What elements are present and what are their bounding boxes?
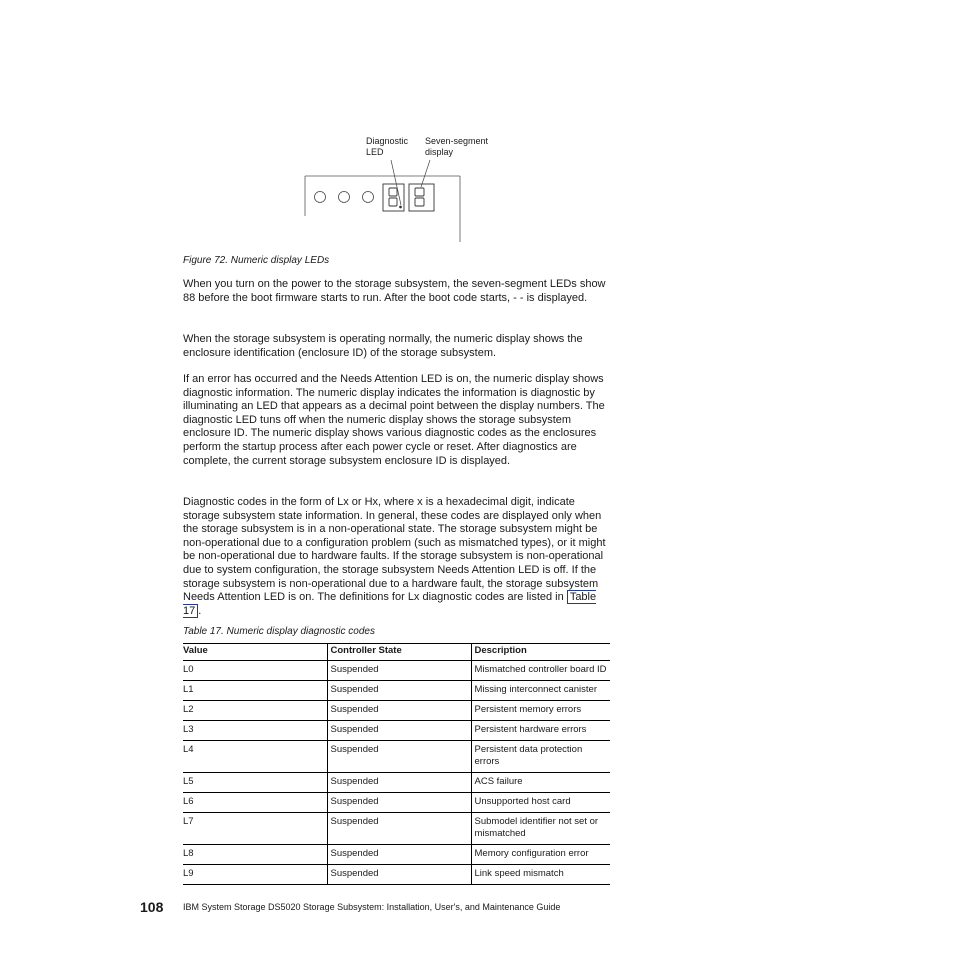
table-row — [183, 865, 610, 885]
cell-state: Suspended — [327, 773, 471, 793]
paragraph-error-state: If an error has occurred and the Needs Attention LED is on, the numeric display shows diagnostic information. The numeric display indicates the information is diagnostic by illuminating an LED that appears as a decimal point between the display numbers. The diagnostic LED tuns off when the numeric display shows the storage subsystem enclosure ID. The numeric display shows various diagnostic codes as the enclosures perform the startup process after each power cycle or reset. After diagnostics are complete, the current storage subsystem enclosure ID is displayed. — [183, 373, 605, 467]
led-circle-1 — [315, 192, 326, 203]
cell-value: L3 — [183, 721, 327, 741]
cell-description: Persistent hardware errors — [471, 721, 610, 741]
cell-state: Suspended — [327, 793, 471, 813]
paragraph-diagnostic-codes: Diagnostic codes in the form of Lx or Hx, where x is a hexadecimal digit, indicate storage subsystem state information. In general, these codes are displayed only when the storage subsystem is in a non-operational state. The storage subsystem might be non-operational due to a configuration problem (such as mismatched types), or it might be non-operational due to hardware faults. If the storage subsystem is non-operational due to system configuration, the storage subsystem Needs Attention LED is off. If the storage subsystem is non-operational due to a hardware fault, the storage subsystem Needs Attention LED is on. The definitions for Lx diagnostic codes are listed in Table 17 . — [183, 496, 606, 617]
seven-segment-callout — [421, 160, 430, 187]
table-row — [183, 701, 610, 721]
seven-segment-digit-2 — [409, 184, 434, 211]
cell-value: L6 — [183, 793, 327, 813]
cell-state: Suspended — [327, 741, 471, 773]
cell-description: Persistent memory errors — [471, 701, 610, 721]
cell-state: Suspended — [327, 701, 471, 721]
diagnostic-led-dot — [400, 206, 402, 208]
cell-description: Memory configuration error — [471, 845, 610, 865]
page-number: 108 — [140, 899, 164, 915]
cell-value: L9 — [183, 865, 327, 885]
column-header-value: Value — [183, 644, 327, 661]
cell-state: Suspended — [327, 661, 471, 681]
table-row — [183, 681, 610, 701]
column-header-description: Description — [471, 644, 610, 661]
cell-value: L5 — [183, 773, 327, 793]
cell-state: Suspended — [327, 813, 471, 845]
table-row — [183, 773, 610, 793]
cell-value: L4 — [183, 741, 327, 773]
numeric-display-figure — [0, 0, 954, 260]
cell-state: Suspended — [327, 865, 471, 885]
cell-value: L7 — [183, 813, 327, 845]
seven-segment-label: Seven-segment display — [425, 136, 489, 157]
column-header-controller-state: Controller State — [327, 644, 471, 661]
seven-segment-digit-1 — [383, 184, 404, 211]
cell-description: Link speed mismatch — [471, 865, 610, 885]
diagnostic-led-label: Diagnostic LED — [366, 136, 409, 157]
cell-value: L0 — [183, 661, 327, 681]
led-circle-3 — [363, 192, 374, 203]
figure-caption: Figure 72. Numeric display LEDs — [183, 255, 330, 266]
cell-value: L1 — [183, 681, 327, 701]
led-circle-2 — [339, 192, 350, 203]
cell-value: L2 — [183, 701, 327, 721]
cell-description: Unsupported host card — [471, 793, 610, 813]
table-row — [183, 813, 610, 845]
table-17-link[interactable]: Table 17 — [183, 591, 597, 617]
table-row — [183, 721, 610, 741]
paragraph-power-on: When you turn on the power to the storage subsystem, the seven-segment LEDs show 88 before the boot firmware starts to run. After the boot code starts, - - is displayed. — [183, 278, 606, 304]
table-header-row — [183, 644, 610, 661]
cell-description: Submodel identifier not set or mismatched — [471, 813, 610, 845]
cell-description: Missing interconnect canister — [471, 681, 610, 701]
table-row — [183, 845, 610, 865]
table-row — [183, 793, 610, 813]
paragraph-diagnostic-codes-text: Diagnostic codes in the form of Lx or Hx, where x is a hexadecimal digit, indicate storage subsystem state information. In general, these codes are displayed only when the storage subsystem is in a non-operational state. The storage subsystem might be non-operational due to a configuration problem (such as mismatched types), or it might be non-operational due to hardware faults. If the storage subsystem is non-operational due to system configuration, the storage subsystem Needs Attention LED is off. If the storage subsystem is non-operational due to a hardware fault, the storage subsystem Needs Attention LED is on. The definitions for Lx diagnostic codes are listed in — [183, 496, 606, 604]
cell-description: Persistent data protection errors — [471, 741, 610, 773]
footer-title: IBM System Storage DS5020 Storage Subsystem: Installation, User's, and Maintenance Guide — [183, 902, 561, 912]
table-row — [183, 661, 610, 681]
cell-description: ACS failure — [471, 773, 610, 793]
cell-state: Suspended — [327, 721, 471, 741]
paragraph-normal-operation: When the storage subsystem is operating normally, the numeric display shows the enclosure identification (enclosure ID) of the storage subsystem. — [183, 333, 583, 359]
cell-state: Suspended — [327, 681, 471, 701]
table-row — [183, 741, 610, 773]
cell-state: Suspended — [327, 845, 471, 865]
table-caption: Table 17. Numeric display diagnostic codes — [183, 626, 375, 637]
cell-value: L8 — [183, 845, 327, 865]
cell-description: Mismatched controller board ID — [471, 661, 610, 681]
diagnostic-codes-table — [183, 643, 610, 885]
